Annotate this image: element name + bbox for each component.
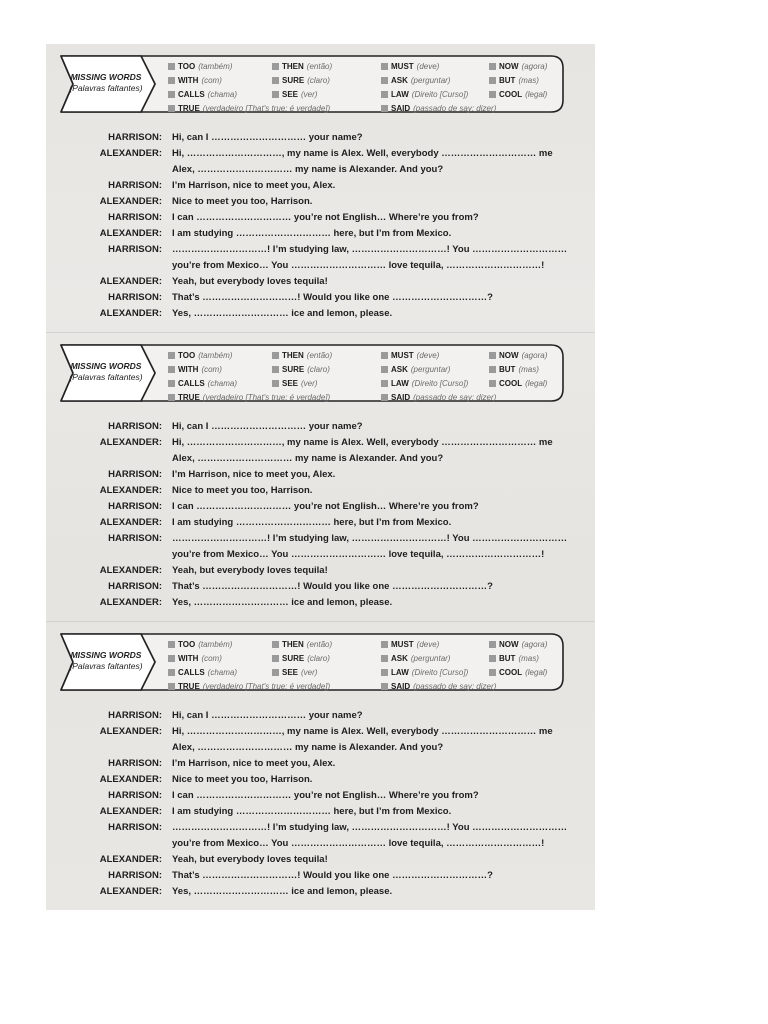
dialogue-text: Hi, can I ………………………… your name? [172,132,363,143]
missing-words-title: MISSING WORDS [70,361,142,371]
word-bank-word: SAID [391,681,411,691]
checkbox-square-icon [489,669,496,676]
word-bank-translation: (perguntar) [410,364,451,374]
checkbox-square-icon [381,683,388,690]
word-bank-item [168,377,237,389]
word-bank-word: NOW [499,61,519,71]
worksheet-section-2 [46,332,595,622]
word-bank-word: TRUE [178,392,200,402]
checkbox-square-icon [381,77,388,84]
dialogue-line [46,292,595,308]
dialogue-line [46,533,595,549]
dialogue-text: Yeah, but everybody loves tequila! [172,854,328,865]
word-bank-translation: (claro) [307,75,330,85]
missing-words-label [61,72,151,94]
word-bank-item [168,666,237,678]
word-bank-word: ASK [391,364,408,374]
word-bank-item [168,74,222,86]
checkbox-square-icon [489,366,496,373]
dialogue-text: Hi, …………………………, my name is Alex. Well, everybody ………………………… me [172,437,553,448]
word-bank-word: SURE [282,653,305,663]
checkbox-square-icon [272,77,279,84]
dialogue-line [46,244,595,260]
word-bank-translation: (mas) [518,364,539,374]
checkbox-square-icon [168,641,175,648]
speaker-name: ALEXANDER: [99,854,162,865]
word-bank-word: TOO [178,350,196,360]
word-bank-translation: (chama) [207,89,238,99]
worksheet-section-1 [46,44,595,333]
word-bank-translation: (então) [306,61,333,71]
speaker-name: ALEXANDER: [99,148,162,159]
word-bank-item [489,74,539,86]
word-bank-translation: (claro) [307,364,330,374]
word-bank-item [489,88,547,100]
checkbox-square-icon [381,352,388,359]
dialogue-line [46,822,595,838]
word-bank-item [272,652,330,664]
dialogue-text: you’re from Mexico… You ………………………… love tequila, …………………………! [172,549,545,560]
dialogue-line [46,308,595,324]
word-bank-item [381,680,496,692]
word-bank-translation: (legal) [525,378,548,388]
word-bank-translation: (então) [306,639,333,649]
missing-words-subtitle: (Palavras faltantes) [69,372,143,382]
checkbox-square-icon [168,394,175,401]
word-bank-translation: (também) [198,61,233,71]
speaker-name: ALEXANDER: [99,485,162,496]
checkbox-square-icon [381,63,388,70]
word-bank-item [272,88,317,100]
speaker-name: HARRISON: [108,292,162,303]
word-bank-translation: (então) [306,350,333,360]
word-bank-word: BUT [499,75,516,85]
word-bank-translation: (mas) [518,75,539,85]
dialogue-text: Hi, can I ………………………… your name? [172,421,363,432]
dialogue-text: Hi, …………………………, my name is Alex. Well, everybody ………………………… me [172,726,553,737]
word-bank-item [381,88,468,100]
checkbox-square-icon [489,91,496,98]
word-bank-word: SAID [391,103,411,113]
word-bank-translation: (passado de say: dizer) [413,681,497,691]
checkbox-square-icon [272,669,279,676]
checkbox-square-icon [489,380,496,387]
word-bank-translation: (verdadeiro [That's true: é verdade]) [202,392,331,402]
dialogue-text: I can ………………………… you’re not English… Where’re you from? [172,790,479,801]
speaker-name: ALEXANDER: [99,886,162,897]
word-bank-translation: (verdadeiro [That's true: é verdade]) [202,681,331,691]
dialogue-line [46,276,595,292]
dialogue-line [46,469,595,485]
checkbox-square-icon [381,91,388,98]
word-bank-item [272,363,330,375]
worksheet-section-3 [46,621,595,911]
speaker-name: HARRISON: [108,790,162,801]
checkbox-square-icon [381,380,388,387]
word-bank-translation: (deve) [416,350,440,360]
missing-words-subtitle: (Palavras faltantes) [69,661,143,671]
word-bank-word: SURE [282,364,305,374]
word-bank-item [381,666,468,678]
dialogue-line [46,838,595,854]
word-bank-word: TOO [178,61,196,71]
word-bank-word: TRUE [178,103,200,113]
word-bank-item [168,102,330,114]
word-bank-translation: (deve) [416,61,440,71]
speaker-name: ALEXANDER: [99,437,162,448]
word-bank-word: MUST [391,61,414,71]
worksheet-page [46,44,595,910]
word-bank-item [381,60,439,72]
checkbox-square-icon [168,352,175,359]
dialogue-text: I am studying ………………………… here, but I’m from Mexico. [172,228,452,239]
checkbox-square-icon [489,352,496,359]
word-bank-translation: (Direito [Curso]) [411,667,469,677]
word-bank-item [489,652,539,664]
word-bank-word: THEN [282,639,304,649]
speaker-name: ALEXANDER: [99,806,162,817]
word-bank-item [381,377,468,389]
missing-words-banner [51,339,567,407]
dialogue-text: Hi, …………………………, my name is Alex. Well, everybody ………………………… me [172,148,553,159]
word-bank-translation: (mas) [518,653,539,663]
word-bank-translation: (perguntar) [410,75,451,85]
word-bank-item [272,60,332,72]
word-bank-translation: (agora) [521,639,548,649]
checkbox-square-icon [489,641,496,648]
checkbox-square-icon [168,669,175,676]
dialogue-text: That’s …………………………! Would you like one …………………………? [172,292,493,303]
checkbox-square-icon [272,91,279,98]
speaker-name: ALEXANDER: [99,308,162,319]
word-bank-item [381,391,496,403]
speaker-name: HARRISON: [108,421,162,432]
word-bank-item [272,74,330,86]
word-bank-word: NOW [499,350,519,360]
dialogue-line [46,501,595,517]
checkbox-square-icon [381,394,388,401]
word-bank-word: SEE [282,89,299,99]
word-bank-translation: (ver) [301,667,318,677]
word-bank-word: WITH [178,364,199,374]
checkbox-square-icon [272,366,279,373]
dialogue-line [46,806,595,822]
missing-words-label [61,361,151,383]
speaker-name: HARRISON: [108,132,162,143]
word-bank-item [489,349,547,361]
checkbox-square-icon [168,655,175,662]
word-bank-translation: (Direito [Curso]) [411,89,469,99]
word-bank-word: COOL [499,378,523,388]
speaker-name: ALEXANDER: [99,597,162,608]
speaker-name: ALEXANDER: [99,726,162,737]
word-bank-translation: (ver) [301,378,318,388]
missing-words-banner [51,628,567,696]
missing-words-banner [51,50,567,118]
speaker-name: HARRISON: [108,581,162,592]
word-bank-word: CALLS [178,378,205,388]
word-bank-item [381,652,450,664]
word-bank-translation: (também) [198,639,233,649]
word-bank-word: CALLS [178,89,205,99]
word-bank-item [381,363,450,375]
dialogue-line [46,517,595,533]
dialogue-text: Nice to meet you too, Harrison. [172,774,313,785]
checkbox-square-icon [168,683,175,690]
word-bank-translation: (Direito [Curso]) [411,378,469,388]
word-bank-translation: (com) [201,653,222,663]
dialogue-text: Hi, can I ………………………… your name? [172,710,363,721]
speaker-name: HARRISON: [108,533,162,544]
speaker-name: HARRISON: [108,212,162,223]
word-bank-word: COOL [499,89,523,99]
word-bank-translation: (claro) [307,653,330,663]
dialogue-line [46,886,595,902]
dialogue-line [46,581,595,597]
word-bank-word: SEE [282,378,299,388]
speaker-name: ALEXANDER: [99,196,162,207]
word-bank-word: THEN [282,61,304,71]
word-bank-item [489,638,547,650]
speaker-name: ALEXANDER: [99,565,162,576]
dialogue-line [46,742,595,758]
dialogue-line [46,180,595,196]
dialogue-text: That’s …………………………! Would you like one …………………………? [172,870,493,881]
dialogue-line [46,437,595,453]
word-bank-item [168,638,232,650]
checkbox-square-icon [381,655,388,662]
word-bank-word: NOW [499,639,519,649]
dialogue-line [46,453,595,469]
word-bank-word: WITH [178,75,199,85]
word-bank-item [381,102,496,114]
checkbox-square-icon [272,641,279,648]
word-bank-word: LAW [391,378,409,388]
word-bank-translation: (chama) [207,378,238,388]
dialogue-text: I can ………………………… you’re not English… Where’re you from? [172,212,479,223]
dialogue-text: Yeah, but everybody loves tequila! [172,276,328,287]
missing-words-label [61,650,151,672]
word-bank-translation: (chama) [207,667,238,677]
word-bank-translation: (com) [201,75,222,85]
word-bank-word: TOO [178,639,196,649]
dialogue-line [46,228,595,244]
word-bank-item [168,60,232,72]
speaker-name: ALEXANDER: [99,774,162,785]
speaker-name: ALEXANDER: [99,276,162,287]
dialogue-text: I am studying ………………………… here, but I’m from Mexico. [172,517,452,528]
word-bank-item [272,377,317,389]
checkbox-square-icon [381,105,388,112]
dialogue-text: I’m Harrison, nice to meet you, Alex. [172,180,336,191]
word-bank-translation: (verdadeiro [That's true: é verdade]) [202,103,331,113]
dialogue-text: Yes, ………………………… ice and lemon, please. [172,597,393,608]
checkbox-square-icon [381,669,388,676]
word-bank-item [272,349,332,361]
dialogue-text: I can ………………………… you’re not English… Where’re you from? [172,501,479,512]
checkbox-square-icon [489,77,496,84]
dialogue-text: Nice to meet you too, Harrison. [172,196,313,207]
speaker-name: HARRISON: [108,469,162,480]
checkbox-square-icon [272,655,279,662]
dialogue-line [46,132,595,148]
word-bank-translation: (perguntar) [410,653,451,663]
dialogue-text: Alex, ………………………… my name is Alexander. And you? [172,453,444,464]
word-bank-item [168,391,330,403]
dialogue-text: Alex, ………………………… my name is Alexander. And you? [172,742,444,753]
dialogue-line [46,758,595,774]
dialogue-line [46,597,595,613]
dialogue-line [46,565,595,581]
dialogue-text: I am studying ………………………… here, but I’m from Mexico. [172,806,452,817]
dialogue-line [46,710,595,726]
checkbox-square-icon [168,366,175,373]
dialogue-text: Yes, ………………………… ice and lemon, please. [172,886,393,897]
dialogue-line [46,485,595,501]
word-bank-word: MUST [391,350,414,360]
word-bank-translation: (também) [198,350,233,360]
word-bank-word: SURE [282,75,305,85]
dialogue-line [46,726,595,742]
dialogue-text: I’m Harrison, nice to meet you, Alex. [172,469,336,480]
word-bank-translation: (com) [201,364,222,374]
word-bank-word: TRUE [178,681,200,691]
word-bank-word: MUST [391,639,414,649]
dialogue-text: Yes, ………………………… ice and lemon, please. [172,308,393,319]
word-bank-translation: (passado de say: dizer) [413,103,497,113]
speaker-name: HARRISON: [108,710,162,721]
missing-words-title: MISSING WORDS [70,650,142,660]
word-bank-item [381,74,450,86]
checkbox-square-icon [489,63,496,70]
speaker-name: HARRISON: [108,758,162,769]
dialogue-text: Nice to meet you too, Harrison. [172,485,313,496]
speaker-name: HARRISON: [108,244,162,255]
missing-words-title: MISSING WORDS [70,72,142,82]
speaker-name: HARRISON: [108,180,162,191]
dialogue-line [46,164,595,180]
word-bank-item [381,349,439,361]
word-bank-word: SEE [282,667,299,677]
dialogue-line [46,870,595,886]
dialogue-text: you’re from Mexico… You ………………………… love tequila, …………………………! [172,260,545,271]
word-bank-translation: (legal) [525,667,548,677]
dialogue-text: …………………………! I’m studying law, …………………………! You ………………………… [172,533,568,544]
word-bank-word: ASK [391,75,408,85]
word-bank-translation: (ver) [301,89,318,99]
word-bank-translation: (legal) [525,89,548,99]
word-bank-word: ASK [391,653,408,663]
word-bank-item [168,363,222,375]
word-bank-word: BUT [499,653,516,663]
word-bank-item [168,680,330,692]
checkbox-square-icon [381,366,388,373]
dialogue-line [46,549,595,565]
word-bank-word: COOL [499,667,523,677]
dialogue-line [46,212,595,228]
speaker-name: ALEXANDER: [99,228,162,239]
dialogue-text: …………………………! I’m studying law, …………………………! You ………………………… [172,822,568,833]
dialogue-text: Alex, ………………………… my name is Alexander. And you? [172,164,444,175]
word-bank-word: LAW [391,89,409,99]
dialogue-text: you’re from Mexico… You ………………………… love tequila, …………………………! [172,838,545,849]
checkbox-square-icon [168,91,175,98]
checkbox-square-icon [272,380,279,387]
word-bank-word: BUT [499,364,516,374]
checkbox-square-icon [168,63,175,70]
dialogue-text: Yeah, but everybody loves tequila! [172,565,328,576]
word-bank-word: CALLS [178,667,205,677]
speaker-name: HARRISON: [108,501,162,512]
checkbox-square-icon [272,352,279,359]
speaker-name: HARRISON: [108,870,162,881]
word-bank-item [381,638,439,650]
word-bank-translation: (agora) [521,61,548,71]
dialogue-line [46,854,595,870]
dialogue-line [46,790,595,806]
dialogue-text: I’m Harrison, nice to meet you, Alex. [172,758,336,769]
word-bank-translation: (deve) [416,639,440,649]
word-bank-item [489,666,547,678]
word-bank-translation: (agora) [521,350,548,360]
dialogue-line [46,148,595,164]
dialogue-line [46,196,595,212]
word-bank-item [489,363,539,375]
word-bank-word: LAW [391,667,409,677]
speaker-name: HARRISON: [108,822,162,833]
checkbox-square-icon [168,380,175,387]
word-bank-item [168,652,222,664]
checkbox-square-icon [381,641,388,648]
word-bank-item [489,377,547,389]
missing-words-subtitle: (Palavras faltantes) [69,83,143,93]
checkbox-square-icon [168,77,175,84]
speaker-name: ALEXANDER: [99,517,162,528]
dialogue-text: …………………………! I’m studying law, …………………………! You ………………………… [172,244,568,255]
word-bank-word: WITH [178,653,199,663]
dialogue-line [46,260,595,276]
word-bank-item [272,638,332,650]
dialogue-line [46,774,595,790]
word-bank-translation: (passado de say: dizer) [413,392,497,402]
dialogue-line [46,421,595,437]
dialogue-text: That’s …………………………! Would you like one …………………………? [172,581,493,592]
word-bank-word: SAID [391,392,411,402]
checkbox-square-icon [168,105,175,112]
word-bank-word: THEN [282,350,304,360]
word-bank-item [489,60,547,72]
word-bank-item [168,349,232,361]
word-bank-item [168,88,237,100]
checkbox-square-icon [489,655,496,662]
checkbox-square-icon [272,63,279,70]
word-bank-item [272,666,317,678]
